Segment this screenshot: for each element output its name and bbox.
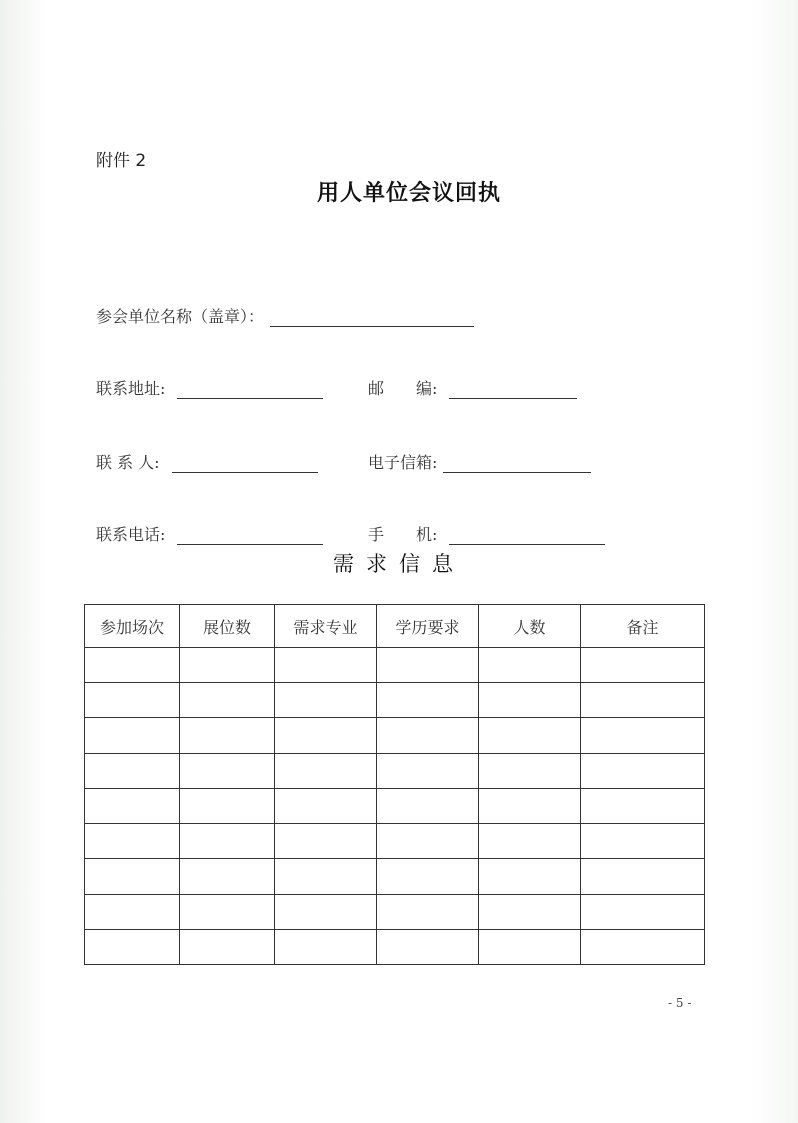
- table-cell[interactable]: [581, 753, 705, 788]
- table-cell[interactable]: [581, 894, 705, 929]
- mobile-input[interactable]: [449, 526, 605, 545]
- table-cell[interactable]: [85, 683, 180, 718]
- table-cell[interactable]: [85, 824, 180, 859]
- page-number: - 5 -: [668, 996, 692, 1010]
- table-cell[interactable]: [180, 753, 275, 788]
- table-row: [85, 894, 705, 929]
- postcode-field: [368, 376, 577, 399]
- table-cell[interactable]: [180, 718, 275, 753]
- header-headcount: 人数: [479, 605, 581, 648]
- table-cell[interactable]: [479, 859, 581, 894]
- section-title: 需求信息: [333, 552, 465, 576]
- mobile-field: [368, 522, 605, 545]
- table-cell[interactable]: [377, 753, 479, 788]
- address-field: [96, 376, 323, 399]
- contact-input[interactable]: [172, 454, 318, 473]
- phone-input[interactable]: [177, 526, 323, 545]
- table-cell[interactable]: [275, 859, 377, 894]
- table-cell[interactable]: [479, 718, 581, 753]
- header-session: 参加场次: [85, 605, 180, 648]
- table-cell[interactable]: [180, 894, 275, 929]
- table-cell[interactable]: [180, 929, 275, 964]
- phone-field: [96, 522, 323, 545]
- unit-name-input[interactable]: [270, 308, 474, 327]
- table-row: [85, 859, 705, 894]
- table-cell[interactable]: [85, 929, 180, 964]
- table-cell[interactable]: [275, 788, 377, 823]
- contact-field: [96, 450, 318, 473]
- table-cell[interactable]: [85, 753, 180, 788]
- header-remarks: 备注: [581, 605, 705, 648]
- table-cell[interactable]: [581, 648, 705, 683]
- table-row: [85, 683, 705, 718]
- table-cell[interactable]: [85, 648, 180, 683]
- table-cell[interactable]: [85, 788, 180, 823]
- table-cell[interactable]: [479, 648, 581, 683]
- table-row: [85, 648, 705, 683]
- table-cell[interactable]: [85, 894, 180, 929]
- table-cell[interactable]: [377, 929, 479, 964]
- attachment-label: 附件 2: [96, 151, 147, 171]
- table-cell[interactable]: [581, 683, 705, 718]
- phone-label: 联系电话:: [96, 525, 166, 544]
- table-row: [85, 788, 705, 823]
- address-input[interactable]: [177, 380, 323, 399]
- postcode-input[interactable]: [449, 380, 577, 399]
- table-cell[interactable]: [180, 683, 275, 718]
- table-cell[interactable]: [581, 859, 705, 894]
- table-cell[interactable]: [377, 788, 479, 823]
- table-cell[interactable]: [581, 929, 705, 964]
- table-cell[interactable]: [377, 859, 479, 894]
- email-input[interactable]: [443, 454, 591, 473]
- table-cell[interactable]: [180, 859, 275, 894]
- table-cell[interactable]: [85, 718, 180, 753]
- table-cell[interactable]: [377, 718, 479, 753]
- contact-label: 联 系 人:: [96, 453, 160, 472]
- table-header-row: [85, 605, 705, 648]
- table-cell[interactable]: [377, 824, 479, 859]
- header-major: 需求专业: [275, 605, 377, 648]
- header-education: 学历要求: [377, 605, 479, 648]
- table-cell[interactable]: [377, 894, 479, 929]
- table-row: [85, 718, 705, 753]
- table-cell[interactable]: [180, 824, 275, 859]
- requirements-table: [84, 604, 705, 965]
- table-row: [85, 929, 705, 964]
- table-cell[interactable]: [180, 788, 275, 823]
- table-cell[interactable]: [275, 683, 377, 718]
- table-cell[interactable]: [479, 929, 581, 964]
- table-cell[interactable]: [275, 824, 377, 859]
- email-field: [368, 450, 591, 473]
- table-cell[interactable]: [85, 859, 180, 894]
- table-cell[interactable]: [479, 788, 581, 823]
- postcode-label: 邮 编:: [368, 379, 438, 398]
- unit-name-field: [96, 304, 474, 327]
- table-cell[interactable]: [479, 824, 581, 859]
- table-cell[interactable]: [275, 929, 377, 964]
- table-cell[interactable]: [180, 648, 275, 683]
- table-cell[interactable]: [377, 683, 479, 718]
- address-label: 联系地址:: [96, 379, 166, 398]
- table-cell[interactable]: [581, 824, 705, 859]
- table-row: [85, 753, 705, 788]
- table-cell[interactable]: [479, 753, 581, 788]
- header-booths: 展位数: [180, 605, 275, 648]
- table-cell[interactable]: [479, 683, 581, 718]
- table-cell[interactable]: [581, 718, 705, 753]
- table-cell[interactable]: [479, 894, 581, 929]
- table-cell[interactable]: [275, 718, 377, 753]
- email-label: 电子信箱:: [368, 453, 438, 472]
- page-title: 用人单位会议回执: [316, 181, 501, 206]
- table-cell[interactable]: [377, 648, 479, 683]
- table-cell[interactable]: [275, 894, 377, 929]
- table-cell[interactable]: [275, 753, 377, 788]
- table-row: [85, 824, 705, 859]
- mobile-label: 手 机:: [368, 525, 438, 544]
- unit-name-label: 参会单位名称（盖章）：: [96, 307, 265, 326]
- table-cell[interactable]: [275, 648, 377, 683]
- table-cell[interactable]: [581, 788, 705, 823]
